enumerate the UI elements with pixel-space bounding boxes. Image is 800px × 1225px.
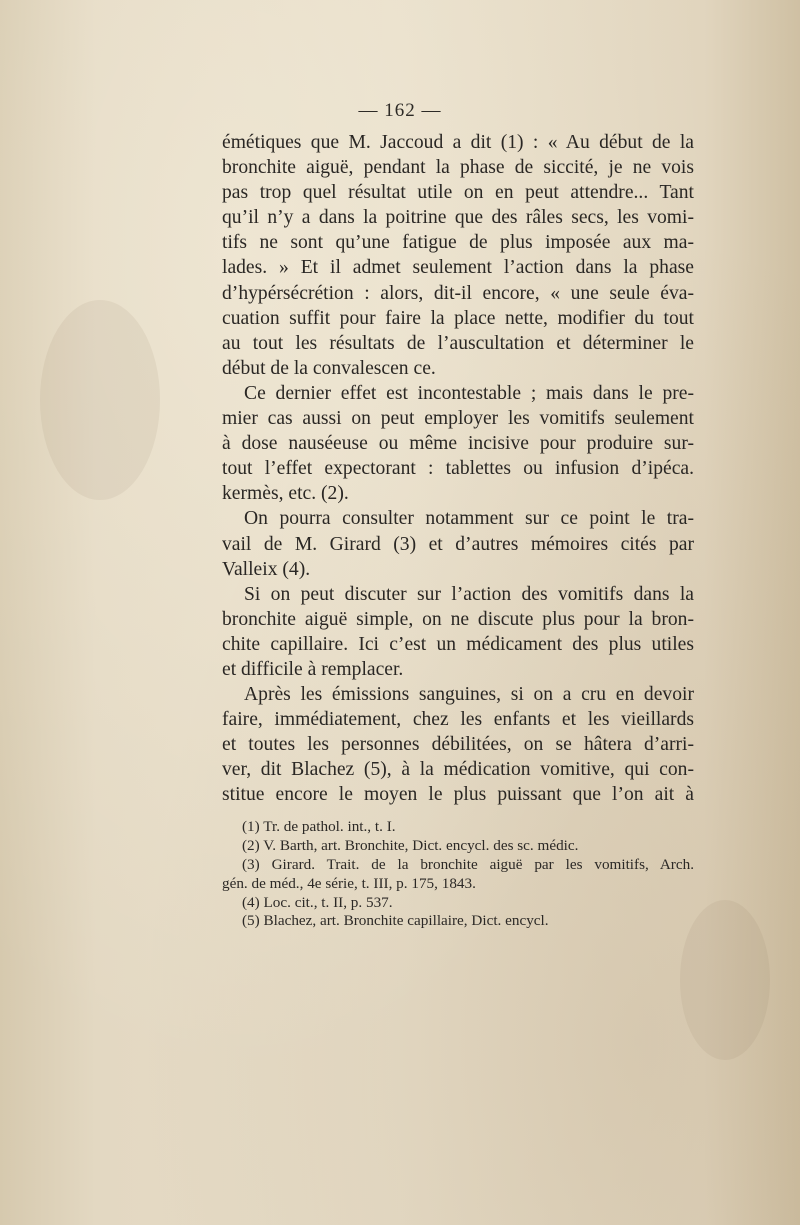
text-line: et toutes les personnes débilitées, on se hâtera d’arri- <box>222 734 694 756</box>
text-line: On pourra consulter notamment sur ce point le tra- <box>244 508 694 530</box>
text-line: tout l’effet expectorant : tablettes ou infusion d’ipéca. <box>222 458 694 480</box>
text-line: qu’il n’y a dans la poitrine que des râles secs, les vomi- <box>222 207 694 229</box>
footnote: (5) Blachez, art. Bronchite capillaire, Dict. encycl. <box>242 912 549 930</box>
text-line: émétiques que M. Jaccoud a dit (1) : « Au début de la <box>222 132 694 153</box>
text-line: vail de M. Girard (3) et d’autres mémoires cités par <box>222 533 694 555</box>
text-line: ver, dit Blachez (5), à la médication vomitive, qui con- <box>222 759 694 781</box>
text-line: lades. » Et il admet seulement l’action dans la phase <box>222 257 694 279</box>
text-line: Valleix (4). <box>222 558 311 580</box>
footnotes <box>222 818 694 931</box>
footnote: (3) Girard. Trait. de la bronchite aiguë par les vomitifs, Arch. <box>242 855 694 873</box>
page-number: — 162 — <box>358 100 442 121</box>
text-line: au tout les résultats de l’auscultation et déterminer le <box>222 332 694 354</box>
text-line: à dose nauséeuse ou même incisive pour produire sur- <box>222 433 694 455</box>
text-line: Ce dernier effet est incontestable ; mais dans le pre- <box>244 382 694 404</box>
text-line: début de la convalescen ce. <box>222 357 436 379</box>
text-line: cuation suffit pour faire la place nette, modifier du tout <box>222 307 694 329</box>
footnote: (4) Loc. cit., t. II, p. 537. <box>242 893 393 911</box>
text-line: bronchite aiguë simple, on ne discute plus pour la bron- <box>222 608 694 630</box>
footnote: (1) Tr. de pathol. int., t. I. <box>242 818 396 835</box>
text-line: tifs ne sont qu’une fatigue de plus imposée aux ma- <box>222 232 694 254</box>
footnote-continuation: gén. de méd., 4e série, t. III, p. 175, 1843. <box>222 874 476 892</box>
text-line: d’hypérsécrétion : alors, dit-il encore, « une seule éva- <box>222 282 694 304</box>
text-line: pas trop quel résultat utile on en peut attendre... Tant <box>222 182 694 204</box>
text-line: chite capillaire. Ici c’est un médicament des plus utiles <box>222 633 694 655</box>
body-text <box>222 130 694 808</box>
text-line: kermès, etc. (2). <box>222 483 349 505</box>
text-line: Après les émissions sanguines, si on a cru en devoir <box>244 684 694 706</box>
text-line: Si on peut discuter sur l’action des vomitifs dans la <box>244 583 694 605</box>
text-line: mier cas aussi on peut employer les vomitifs seulement <box>222 408 694 430</box>
paper-stain <box>40 300 160 500</box>
text-line: stitue encore le moyen le plus puissant que l’on ait à <box>222 784 694 806</box>
text-line: et difficile à remplacer. <box>222 658 404 680</box>
footnote: (2) V. Barth, art. Bronchite, Dict. encycl. des sc. médic. <box>242 836 579 854</box>
text-line: faire, immédiatement, chez les enfants et les vieillards <box>222 709 694 731</box>
text-line: bronchite aiguë, pendant la phase de siccité, je ne vois <box>222 157 694 179</box>
